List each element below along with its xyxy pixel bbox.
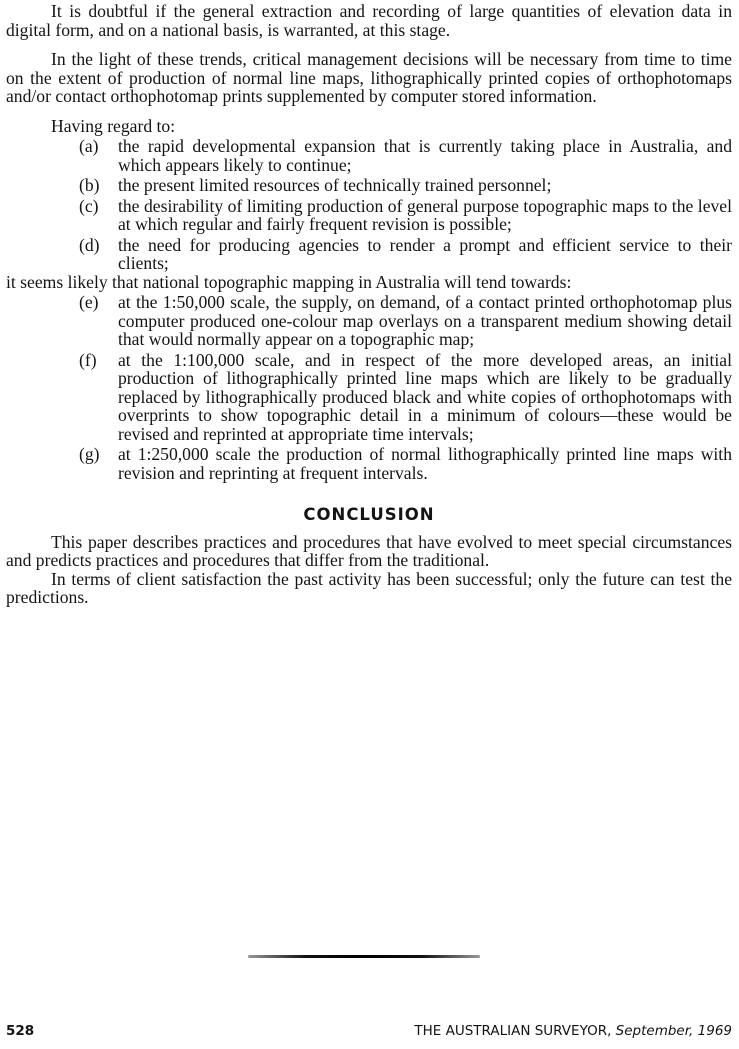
- conclusion-paragraph-1: This paper describes practices and procedures that have evolved to meet special circumstances and predicts practices and procedures that differ from the traditional.: [6, 531, 732, 570]
- conclusion-paragraph-2: In terms of client satisfaction the past activity has been successful; only the future can test the predictions.: [6, 568, 732, 607]
- list-item: [6, 445, 732, 482]
- list-item-text: the rapid developmental expansion that is currently taking place in Australia, and which appears likely to continue;: [118, 136, 732, 175]
- list-item-text: at 1:250,000 scale the production of normal lithographically printed line maps with revision and reprinting at frequent intervals.: [118, 444, 732, 483]
- list-item-label: (b): [79, 175, 100, 195]
- considerations-list: [6, 137, 732, 273]
- paragraph-tend-towards: it seems likely that national topographic mapping in Australia will tend towards:: [6, 271, 572, 292]
- conclusion-heading: CONCLUSION: [303, 505, 435, 524]
- page-body: [6, 2, 732, 607]
- list-item: [6, 236, 732, 273]
- paragraph-management-decisions: In the light of these trends, critical management decisions will be necessary from time to time on the extent of production of normal line maps, lithographically printed copies of orthophotomaps and/or contact orthophotomap prints supplemented by computer stored information.: [6, 49, 732, 106]
- predictions-list: [6, 293, 732, 482]
- list-item-label: (g): [79, 444, 100, 464]
- page-footer: [6, 1023, 732, 1043]
- list-item-text: the need for producing agencies to render a prompt and efficient service to their clients;: [118, 234, 732, 273]
- list-item: [6, 293, 732, 349]
- list-item-label: (e): [79, 292, 99, 312]
- list-item-label: (a): [79, 136, 99, 156]
- list-item-text: the present limited resources of technically trained personnel;: [118, 175, 552, 195]
- list-item-label: (f): [79, 349, 97, 370]
- list-item-text: at the 1:100,000 scale, and in respect of the more developed areas, an initial production of lithographically printed line maps which are likely to be gradually replaced by lithographically produced black and white copies of orthophotomaps with overprints to show topographic detail in a minimum of colours—these would be revised and reprinted at appropriate time intervals;: [118, 349, 732, 444]
- paragraph-having-regard: Having regard to:: [51, 115, 176, 136]
- issue-date: September, 1969: [615, 1023, 732, 1039]
- section-end-rule: [248, 955, 480, 958]
- list-item: [6, 351, 732, 444]
- list-item: [6, 176, 732, 195]
- list-item: [6, 137, 732, 174]
- page-number: 528: [6, 1023, 35, 1039]
- journal-name: THE AUSTRALIAN SURVEYOR,: [414, 1023, 612, 1039]
- list-item-label: (c): [79, 195, 99, 216]
- list-item-label: (d): [79, 234, 100, 255]
- list-item-text: the desirability of limiting production of general purpose topographic maps to the level at which regular and fairly frequent revision is possible;: [118, 195, 732, 234]
- paragraph-elevation-data: It is doubtful if the general extraction and recording of large quantities of elevation data in digital form, and on a national basis, is warranted, at this stage.: [6, 1, 732, 40]
- list-item-text: at the 1:50,000 scale, the supply, on demand, of a contact printed orthophotomap plus computer produced one-colour map overlays on a transparent medium showing detail that would normally appear on a topographic map;: [118, 292, 732, 349]
- journal-citation: [414, 1023, 732, 1039]
- list-item: [6, 197, 732, 234]
